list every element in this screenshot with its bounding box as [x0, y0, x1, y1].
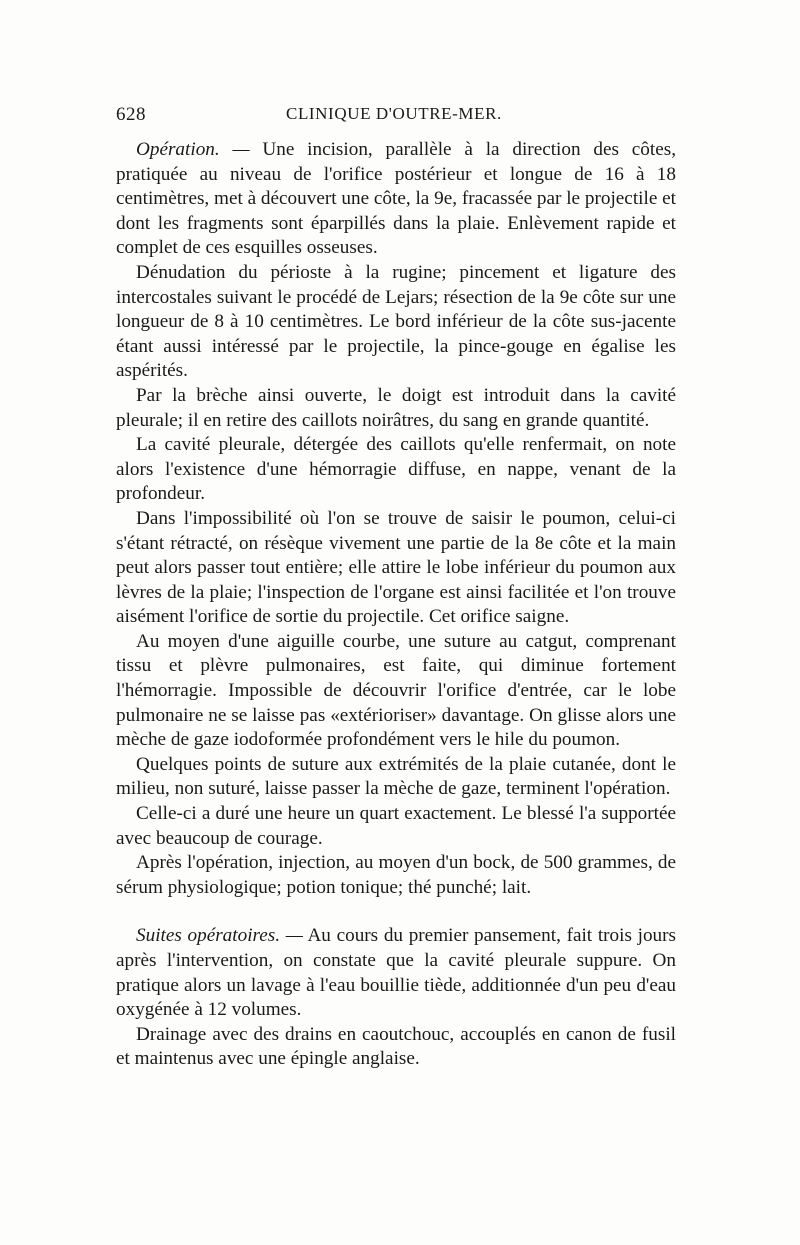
page-header [116, 104, 682, 134]
section-lead: Suites opératoires. — [136, 925, 303, 947]
paragraph-cavite [116, 433, 676, 507]
page-number: 628 [116, 104, 146, 125]
paragraph-breche [116, 384, 676, 433]
paragraph-injection [116, 851, 676, 900]
body-text [116, 138, 676, 1072]
running-title: CLINIQUE D'OUTRE-MER. [286, 104, 502, 123]
paragraph-text: La cavité pleurale, détergée des caillots qu'elle renfermait, on note alors l'existence d'une hémorragie diffuse, en nappe, venant de la profondeur. [116, 434, 676, 505]
section-lead: Opération. — [136, 139, 250, 160]
paragraph-duree [116, 802, 676, 851]
paragraph-drainage [116, 1023, 676, 1072]
paragraph-text: Quelques points de suture aux extrémités de la plaie cutanée, dont le milieu, non suturé, laisse passer la mèche de gaze, terminent l'opération. [116, 753, 676, 800]
paragraph-text: Celle-ci a duré une heure un quart exactement. Le blessé l'a supportée avec beaucoup de courage. [116, 803, 676, 849]
paragraph-suture [116, 753, 676, 802]
paragraph-denudation [116, 261, 676, 384]
paragraph-text: Dénudation du périoste à la rugine; pincement et ligature des intercostales suivant le procédé de Lejars; résection de la 9e côte sur une longueur de 8 à 10 centimètres. Le bord inférieur de la côte sus-jacente étant aussi intéressé par le projectile, la pince-gouge en égalise les aspérités. [116, 261, 676, 382]
paragraph-text: Après l'opération, injection, au moyen d'un bock, de 500 grammes, de sérum physiologique; potion tonique; thé punché; lait. [116, 852, 676, 898]
paragraph-text: Par la brèche ainsi ouverte, le doigt est introduit dans la cavité pleurale; il en retire des caillots noirâtres, du sang en grande quantité. [116, 384, 676, 431]
paragraph-operation [116, 138, 676, 261]
paragraph-text: Une incision, parallèle à la direction des côtes, pratiquée au niveau de l'orifice postérieur et longue de 16 à 18 centimètres, met à découvert une côte, la 9e, fracassée par le projectile et dont les fragments sont éparpillés dans la plaie. Enlèvement rapide et complet de ces esquilles osseuses. [116, 139, 677, 259]
paragraph-text: Dans l'impossibilité où l'on se trouve de saisir le poumon, celui-ci s'étant rétracté, on résèque vivement une partie de la 8e côte et la main peut alors passer tout entière; elle attire le lobe inférieur du poumon aux lèvres de la plaie; l'inspection de l'organe est ainsi facilitée et l'on trouve aisément l'orifice de sortie du projectile. Cet orifice saigne. [116, 507, 676, 628]
paragraph-text: Au cours du premier pansement, fait trois jours après l'intervention, on constate que la cavité pleurale suppure. On pratique alors un lavage à l'eau bouillie tiède, additionnée d'un peu d'eau oxygénée à 12 volumes. [116, 925, 676, 1021]
paragraph-text: Drainage avec des drains en caoutchouc, accouplés en canon de fusil et maintenus avec une épingle anglaise. [116, 1023, 676, 1070]
paragraph-aiguille [116, 630, 676, 753]
paragraph-text: Au moyen d'une aiguille courbe, une suture au catgut, comprenant tissu et plèvre pulmonaires, est faite, qui diminue fortement l'hémorragie. Impossible de découvrir l'orifice d'entrée, car le lobe pulmonaire ne se laisse pas «extérioriser» davantage. On glisse alors une mèche de gaze iodoformée profondément vers le hile du poumon. [116, 630, 676, 751]
paragraph-suites [116, 924, 676, 1022]
paragraph-impossibilite [116, 507, 676, 630]
